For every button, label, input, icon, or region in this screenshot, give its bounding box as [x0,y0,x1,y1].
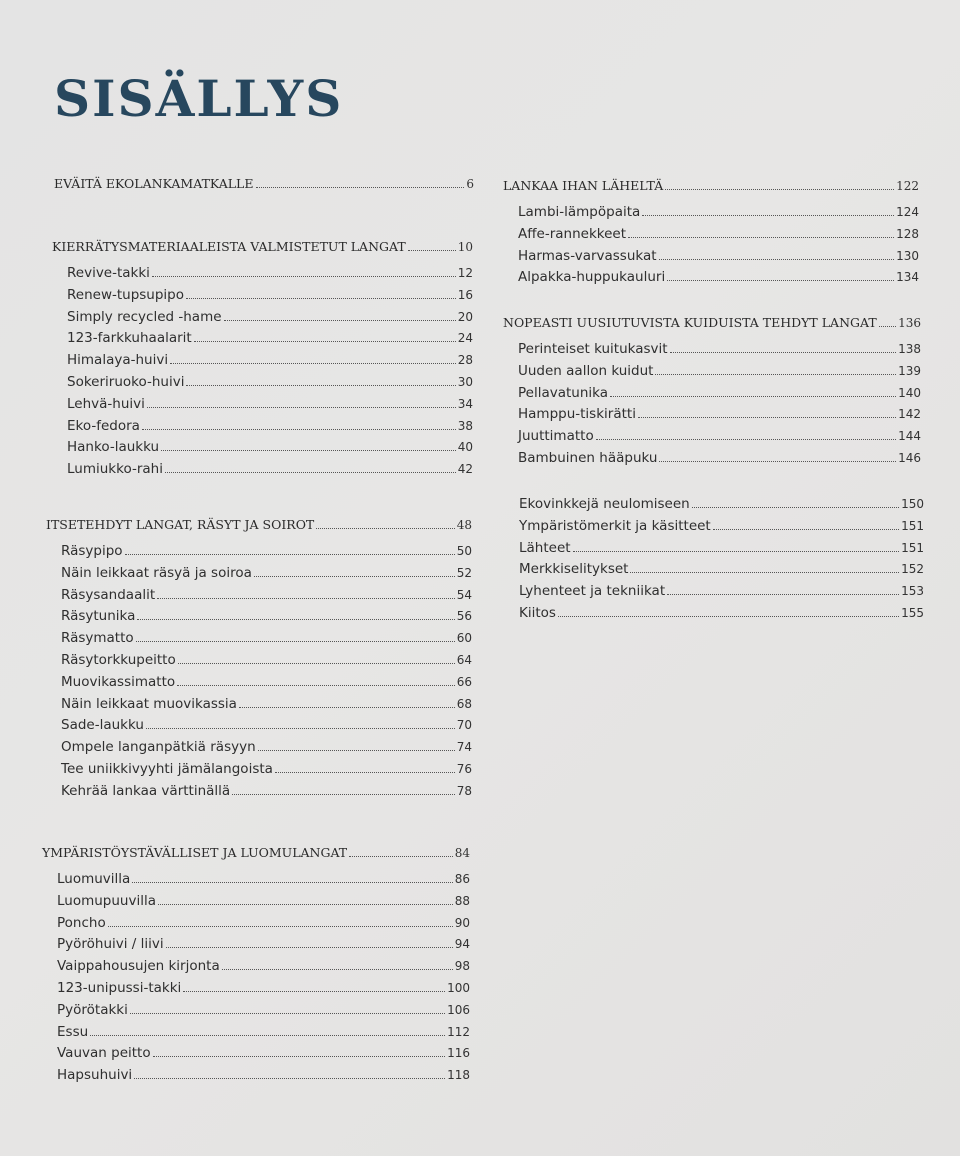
dot-leader [239,706,455,708]
dot-leader [659,460,896,462]
toc-section-eco-travel [54,176,474,202]
entry-title: Ekovinkkejä neulomiseen [519,496,690,512]
page-number: 142 [898,407,921,422]
toc-entry[interactable] [46,630,472,652]
dot-leader [667,593,899,595]
entry-title: Renew-tupsupipo [67,286,185,303]
dot-leader [130,1012,445,1014]
page-number: 112 [447,1024,470,1039]
page-number: 28 [457,353,473,368]
dot-leader [132,881,452,883]
toc-section-homemade [46,517,472,805]
section-heading[interactable] [503,178,919,204]
toc-entry[interactable] [503,385,921,407]
page-number: 144 [898,429,921,444]
toc-entry[interactable] [503,269,919,291]
toc-entry[interactable] [503,450,921,472]
entry-title: Pellavatunika [518,384,609,401]
section-heading[interactable] [46,517,472,543]
toc-entry[interactable] [46,783,472,805]
dot-leader [258,749,455,751]
dot-leader [158,903,453,905]
page-number: 151 [901,540,924,555]
dot-leader [146,727,455,729]
dot-leader [186,297,456,299]
section-heading[interactable] [54,176,474,202]
toc-entry[interactable] [42,980,470,1002]
page-number: 76 [456,761,472,776]
entry-title: Lyhenteet ja tekniikat [519,583,666,600]
toc-entry[interactable] [46,608,472,630]
dot-leader [275,771,455,773]
page-number: 128 [896,226,919,241]
toc-entry[interactable] [42,871,470,893]
page-number: 124 [896,205,919,219]
toc-entry[interactable] [42,1024,470,1046]
toc-entry[interactable] [503,406,921,428]
page-number: 155 [901,605,924,620]
dot-leader [655,373,896,375]
dot-leader [170,362,456,364]
dot-leader [573,550,900,552]
heading-title: ITSETEHDYT LANGAT, RÄSYT JA SOIROT [46,517,315,532]
page-number: 24 [457,331,473,346]
page-number: 139 [898,363,921,378]
page-number: 70 [456,718,472,733]
toc-entry[interactable] [504,583,924,605]
page-number: 86 [454,872,470,886]
entry-title: Uuden aallon kuidut [518,362,654,379]
heading-title: NOPEASTI UUSIUTUVISTA KUIDUISTA TEHDYT LANGAT [503,315,877,330]
dot-leader [254,575,455,577]
toc-section-recycled [52,239,473,483]
dot-leader [147,406,456,408]
entry-title: Himalaya-huivi [67,352,169,369]
page-number: 134 [896,270,919,285]
toc-entry[interactable] [46,587,472,609]
dot-leader [630,571,899,573]
dot-leader [670,351,897,353]
page-number: 140 [898,385,921,400]
page-number: 50 [456,544,472,558]
dot-leader [349,855,453,857]
dot-leader [665,188,894,190]
dot-leader [638,416,896,418]
toc-entry[interactable] [503,248,919,270]
page-number: 48 [456,518,472,532]
toc-entry[interactable] [503,226,919,248]
dot-leader [628,236,894,238]
toc-section-renewable [503,315,921,472]
toc-entry[interactable] [42,1067,470,1089]
toc-section-local [503,178,919,291]
entry-title: 123-farkkuhaalarit [67,330,192,347]
dot-leader [222,968,453,970]
page-number: 153 [901,584,924,599]
dot-leader [642,214,894,216]
page-number: 130 [896,248,919,263]
heading-title: LANKAA IHAN LÄHELTÄ [503,178,664,193]
page-number: 78 [456,783,472,798]
entry-title: Poncho [57,914,106,931]
toc-entry[interactable] [504,561,924,583]
dot-leader [166,946,453,948]
entry-title: Kiitos [519,604,556,621]
toc-entry[interactable] [503,204,919,226]
page-number: 60 [456,631,472,646]
toc-entry[interactable] [46,674,472,696]
entry-title: Perinteiset kuitukasvit [518,341,668,357]
section-heading[interactable] [52,239,473,265]
dot-leader [713,528,899,530]
page-number: 118 [447,1068,470,1083]
toc-section-appendix [504,496,924,627]
toc-entry[interactable] [504,605,924,627]
toc-entry[interactable] [42,915,470,937]
entry-title: Hanko-laukku [67,439,160,456]
entry-title: Juuttimatto [518,428,594,445]
dot-leader [161,449,456,451]
dot-leader [256,186,465,188]
dot-leader [137,618,454,620]
dot-leader [165,471,456,473]
entry-title: Harmas-varvassukat [518,247,657,264]
entry-title: Ympäristömerkit ja käsitteet [519,517,711,534]
toc-entry[interactable] [46,543,472,565]
page-number: 100 [447,980,470,995]
page-number: 138 [898,342,921,356]
entry-title: Muovikassimatto [61,673,176,690]
page-number: 16 [457,287,473,302]
toc-entry[interactable] [46,717,472,739]
toc-entry[interactable] [52,439,473,461]
page-number: 64 [456,652,472,667]
toc-entry[interactable] [504,540,924,562]
dot-leader [125,553,455,555]
page-number: 20 [457,309,473,324]
entry-title: 123-unipussi-takki [57,979,182,996]
dot-leader [183,990,445,992]
toc-entry[interactable] [52,396,473,418]
page-number: 38 [457,418,473,433]
section-heading[interactable] [42,845,470,871]
toc-entry[interactable] [52,265,473,287]
toc-entry[interactable] [52,330,473,352]
toc-entry[interactable] [503,363,921,385]
toc-entry[interactable] [42,1002,470,1024]
page-number: 152 [901,562,924,577]
toc-entry[interactable] [46,652,472,674]
toc-entry[interactable] [503,428,921,450]
toc-entry[interactable] [46,696,472,718]
dot-leader [596,438,896,440]
toc-entry[interactable] [42,936,470,958]
toc-entry[interactable] [504,496,924,518]
page-number: 56 [456,609,472,624]
dot-leader [610,395,896,397]
dot-leader [194,340,456,342]
entry-title: Sade-laukku [61,717,144,734]
section-heading[interactable] [503,315,921,341]
entry-title: Alpakka-huppukauluri [518,269,666,286]
page-number: 94 [454,937,470,952]
toc-entry[interactable] [42,893,470,915]
heading-title: EVÄITÄ EKOLANKAMATKALLE [54,176,254,191]
toc-entry[interactable] [46,739,472,761]
dot-leader [177,684,455,686]
page-number: 136 [898,316,921,330]
entry-title: Bambuinen hääpuku [518,449,658,466]
entry-title: Räsymatto [61,630,134,647]
toc-entry[interactable] [52,309,473,331]
toc-entry[interactable] [52,352,473,374]
toc-entry[interactable] [46,761,472,783]
page-number: 12 [457,266,473,280]
entry-title: Kehrää lankaa värttinällä [61,782,231,799]
page-number: 66 [456,674,472,689]
entry-title: Hamppu-tiskirätti [518,406,636,423]
entry-title: Pyöröhuivi / liivi [57,936,164,953]
page-number: 106 [447,1002,470,1017]
dot-leader [186,384,455,386]
toc-entry[interactable] [42,1045,470,1067]
entry-title: Vaippahousujen kirjonta [57,958,220,975]
entry-title: Sokeriruoko-huivi [67,373,185,390]
heading-title: KIERRÄTYSMATERIAALEISTA VALMISTETUT LANGAT [52,239,406,254]
page-number: 74 [456,740,472,755]
toc-entry[interactable] [52,287,473,309]
page-number: 90 [454,915,470,930]
entry-title: Räsypipo [61,543,123,559]
page-number: 42 [457,462,473,477]
entry-title: Hapsuhuivi [57,1067,133,1084]
page-number: 68 [456,696,472,711]
dot-leader [316,527,454,529]
entry-title: Räsytorkkupeitto [61,651,176,668]
page-number: 151 [901,518,924,533]
dot-leader [157,597,455,599]
dot-leader [692,506,899,508]
page-number: 40 [457,440,473,455]
page-number: 88 [454,893,470,908]
dot-leader [178,662,455,664]
entry-title: Näin leikkaat räsyä ja soiroa [61,564,252,581]
entry-title: Luomupuuvilla [57,892,157,909]
entry-title: Eko-fedora [67,417,140,434]
page-number: 6 [466,177,474,191]
entry-title: Affe-rannekkeet [518,225,627,242]
toc-entry[interactable] [52,374,473,396]
entry-title: Pyörötakki [57,1001,128,1018]
page-number: 98 [454,959,470,974]
page-number: 150 [901,497,924,511]
dot-leader [108,925,453,927]
page-number: 54 [456,587,472,602]
page-number: 84 [454,846,470,860]
entry-title: Essu [57,1023,89,1040]
dot-leader [224,319,456,321]
entry-title: Ompele langanpätkiä räsyyn [61,739,256,756]
toc-entry[interactable] [503,341,921,363]
page-number: 146 [898,450,921,465]
toc-entry[interactable] [52,418,473,440]
dot-leader [659,258,895,260]
toc-section-eco-organic [42,845,470,1089]
page-number: 10 [457,240,473,254]
page-number: 116 [447,1046,470,1061]
heading-title: YMPÄRISTÖYSTÄVÄLLISET JA LUOMULANGAT [42,845,348,860]
page-number: 30 [457,374,473,389]
entry-title: Räsysandaalit [61,586,156,603]
page-number: 52 [456,565,472,580]
dot-leader [408,249,456,251]
dot-leader [136,640,455,642]
page-number: 122 [896,179,919,193]
toc-entry[interactable] [504,518,924,540]
entry-title: Lähteet [519,539,571,556]
dot-leader [90,1034,445,1036]
dot-leader [667,279,894,281]
entry-title: Vauvan peitto [57,1045,151,1062]
entry-title: Luomuvilla [57,871,131,887]
dot-leader [879,325,896,327]
toc-entry[interactable] [42,958,470,980]
entry-title: Lumiukko-rahi [67,461,163,478]
page-title: SISÄLLYS [54,69,344,128]
dot-leader [152,275,456,277]
entry-title: Näin leikkaat muovikassia [61,695,237,712]
entry-title: Revive-takki [67,265,150,281]
dot-leader [232,793,455,795]
entry-title: Lehvä-huivi [67,395,145,412]
dot-leader [153,1055,445,1057]
toc-entry[interactable] [46,565,472,587]
entry-title: Räsytunika [61,608,136,625]
entry-title: Tee uniikkivyyhti jämälangoista [61,760,273,777]
dot-leader [142,428,456,430]
entry-title: Merkkiselitykset [519,561,629,578]
dot-leader [558,615,899,617]
dot-leader [134,1077,445,1079]
entry-title: Simply recycled -hame [67,308,222,325]
entry-title: Lambi-lämpöpaita [518,204,641,220]
page-number: 34 [457,396,473,411]
toc-entry[interactable] [52,461,473,483]
